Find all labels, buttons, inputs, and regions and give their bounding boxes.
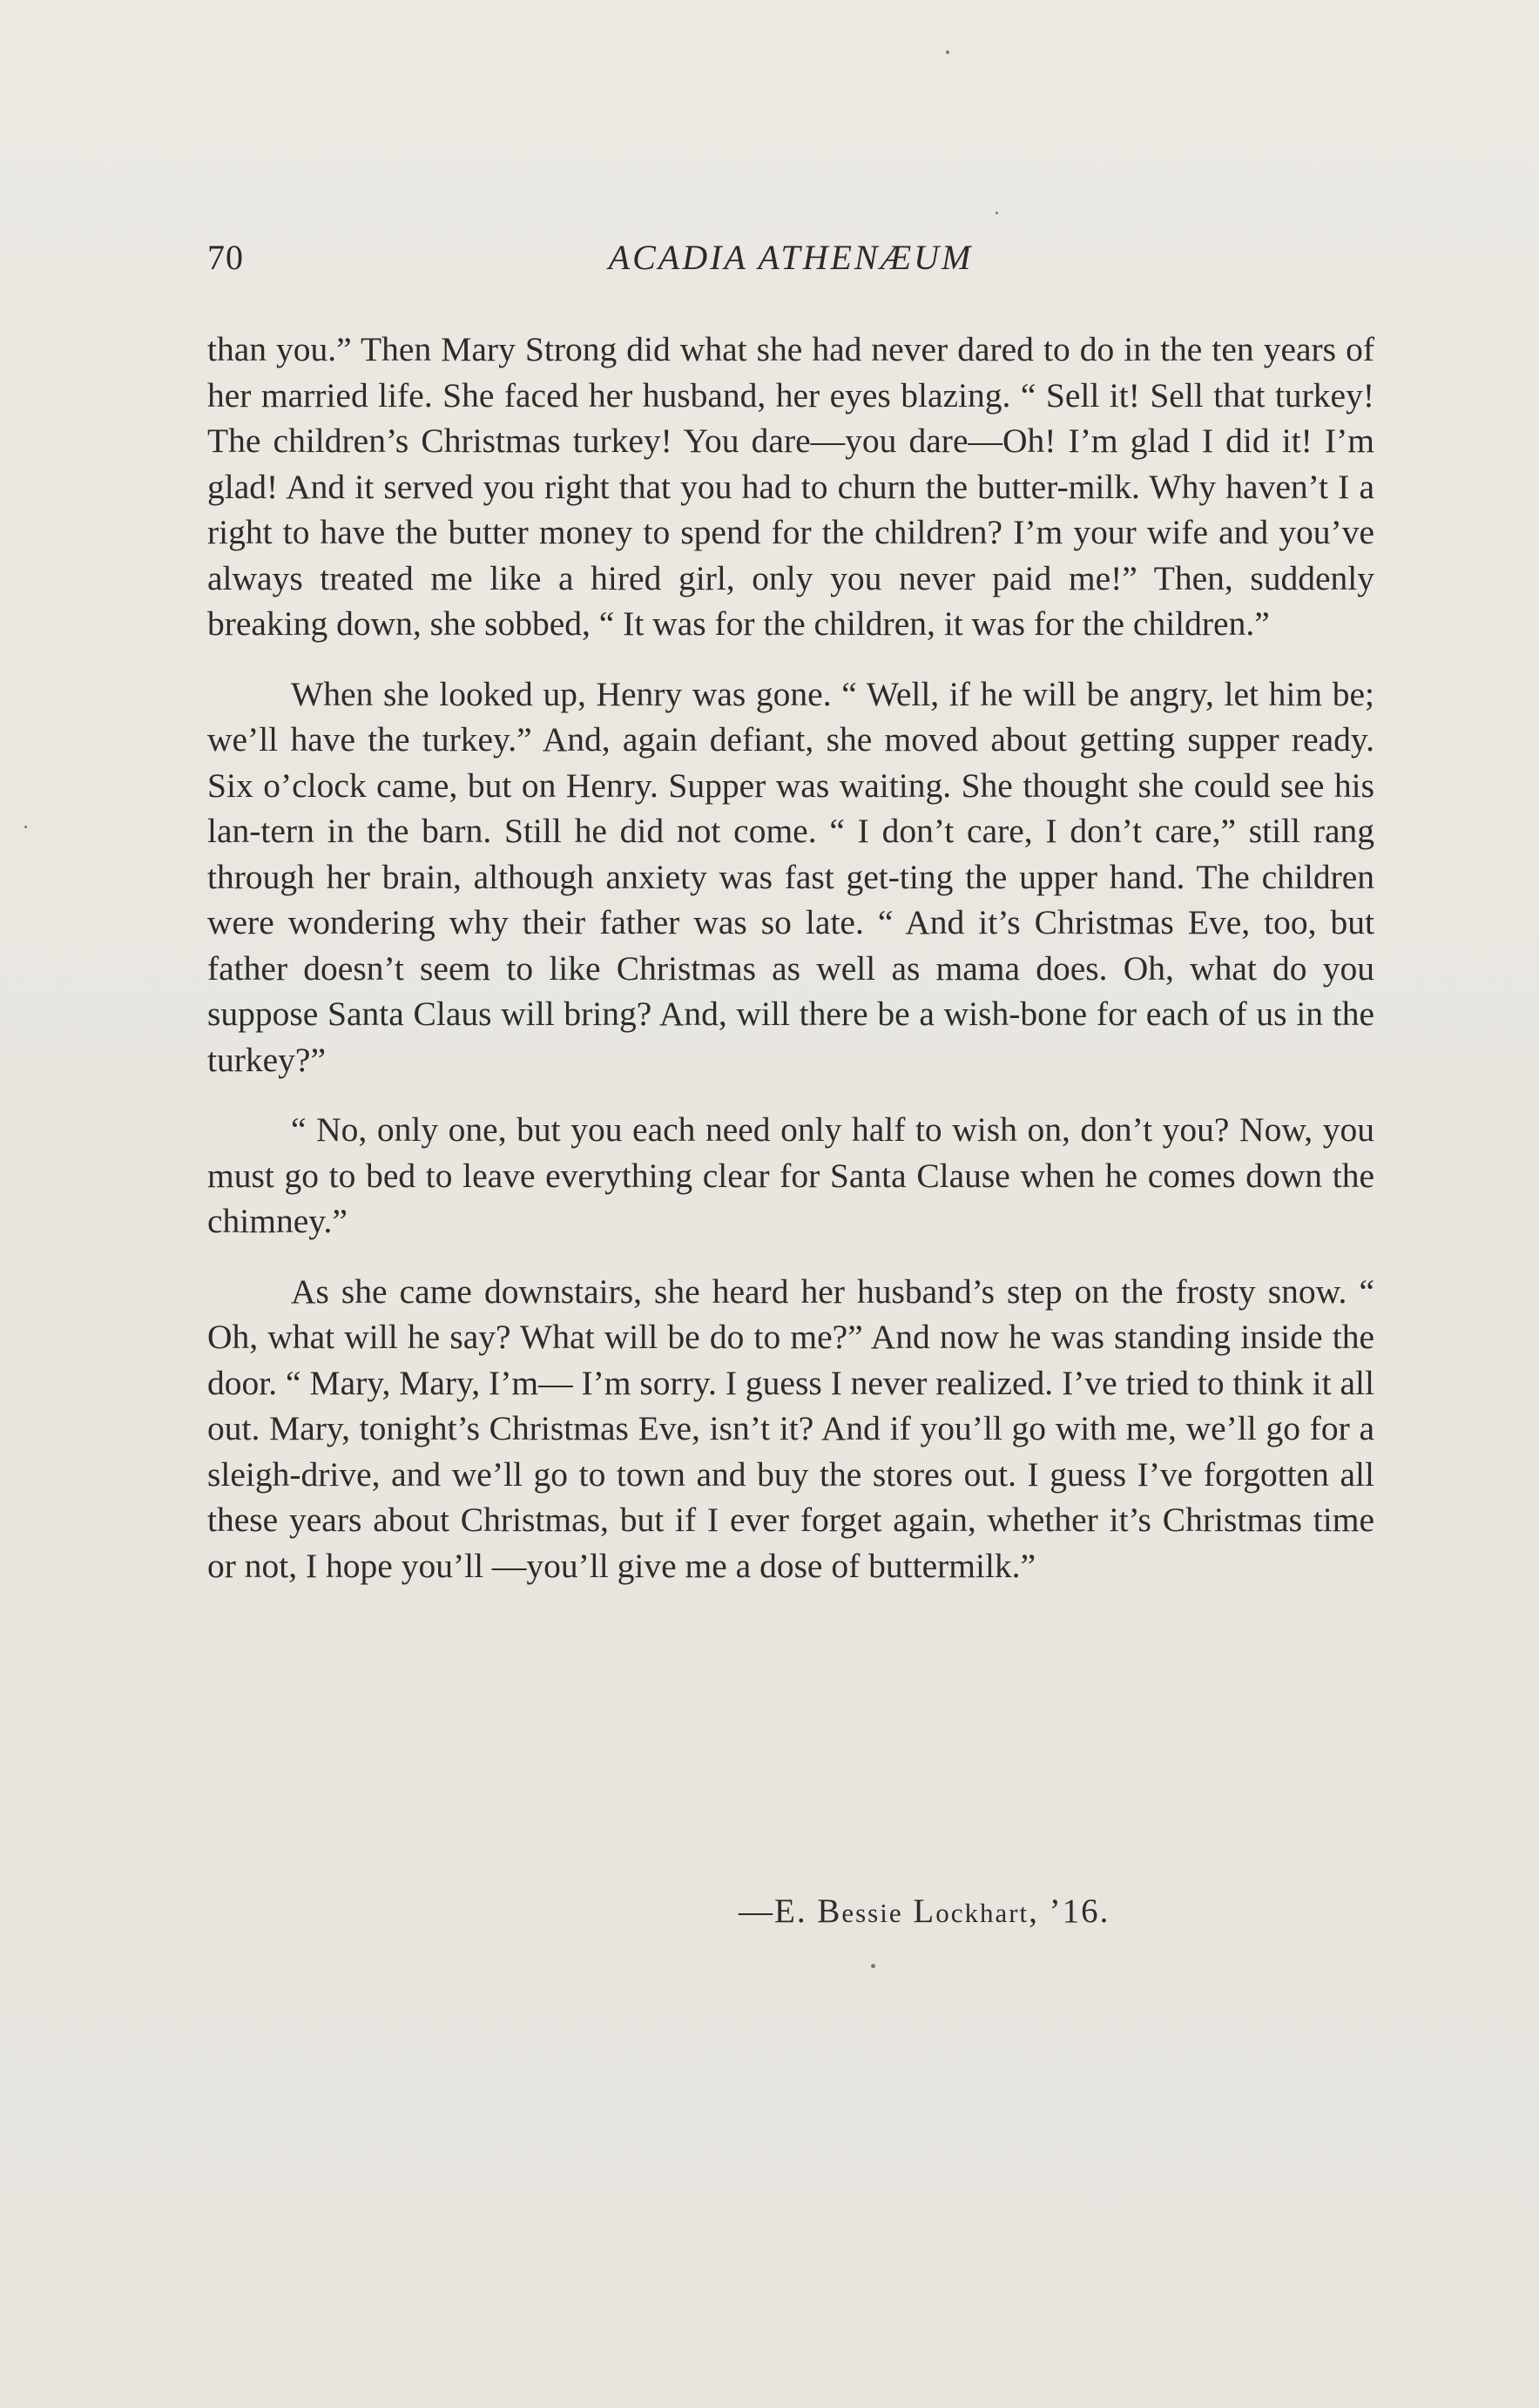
signature-dash: — — [739, 1892, 774, 1930]
paper-speck — [996, 212, 998, 214]
paragraph-2: When she looked up, Henry was gone. “ Well, if he will be angry, let him be; we’ll have the turkey.” And, again defiant, she moved about getting supper ready. Six o’clock came, but on Henry. Supper was waiting. She thought she could see his lan-tern in the barn. Still he did not come. “ I don’t care, I don’t care,” still rang through her brain, although anxiety was fast get-ting the upper hand. The children were wondering why their father was so late. “ And it’s Christmas Eve, too, but father doesn’t seem to like Christmas as well as mama does. Oh, what do you suppose Santa Claus will bring? And, will there be a wish-bone for each of us in the turkey?” — [207, 674, 1374, 1079]
article-body — [207, 327, 1374, 1613]
paragraph-3: “ No, only one, but you each need only half to wish on, don’t you? Now, you must go to bed to leave everything clear for Santa Clause when he comes down the chimney.” — [207, 1110, 1374, 1240]
paper-speck — [871, 1964, 875, 1968]
paper-speck — [24, 826, 27, 828]
author-signature — [739, 1892, 1110, 1931]
paragraph-1: than you.” Then Mary Strong did what she had never dared to do in the ten years of her married life. She faced her husband, her eyes blazing. “ Sell it! Sell that turkey! The children’s Christmas turkey! You dare—you dare—Oh! I’m glad I did it! I’m glad! And it served you right that you had to churn the butter-milk. Why haven’t I a right to have the butter money to spend for the children? I’m your wife and you’ve always treated me like a hired girl, only you never paid me!” Then, suddenly breaking down, she sobbed, “ It was for the children, it was for the children.” — [207, 330, 1374, 643]
signature-year: , ’16. — [1029, 1892, 1110, 1930]
signature-first-rest: essie — [841, 1898, 903, 1928]
page-header — [207, 237, 1374, 289]
signature-last-rest: ockhart — [935, 1898, 1029, 1928]
page-number: 70 — [207, 238, 244, 277]
signature-first-initial: B — [817, 1892, 842, 1930]
paragraph-4: As she came downstairs, she heard her husband’s step on the frosty snow. “ Oh, what will he say? What will be do to me?” And now he was standing inside the door. “ Mary, Mary, I’m— I’m sorry. I guess I never realized. I’ve tried to think it all out. Mary, tonight’s Christmas Eve, isn’t it? And if you’ll go with me, we’ll go for a sleigh-drive, and we’ll go to town and buy the stores out. I guess I’ve forgotten all these years about Christmas, but if I ever forget again, whether it’s Christmas time or not, I hope you’ll —you’ll give me a dose of buttermilk.” — [207, 1271, 1374, 1585]
signature-last-initial: L — [913, 1892, 936, 1930]
paper-speck — [946, 51, 949, 54]
running-title: ACADIA ATHENÆUM — [608, 238, 974, 277]
signature-initial: E. — [774, 1892, 807, 1930]
